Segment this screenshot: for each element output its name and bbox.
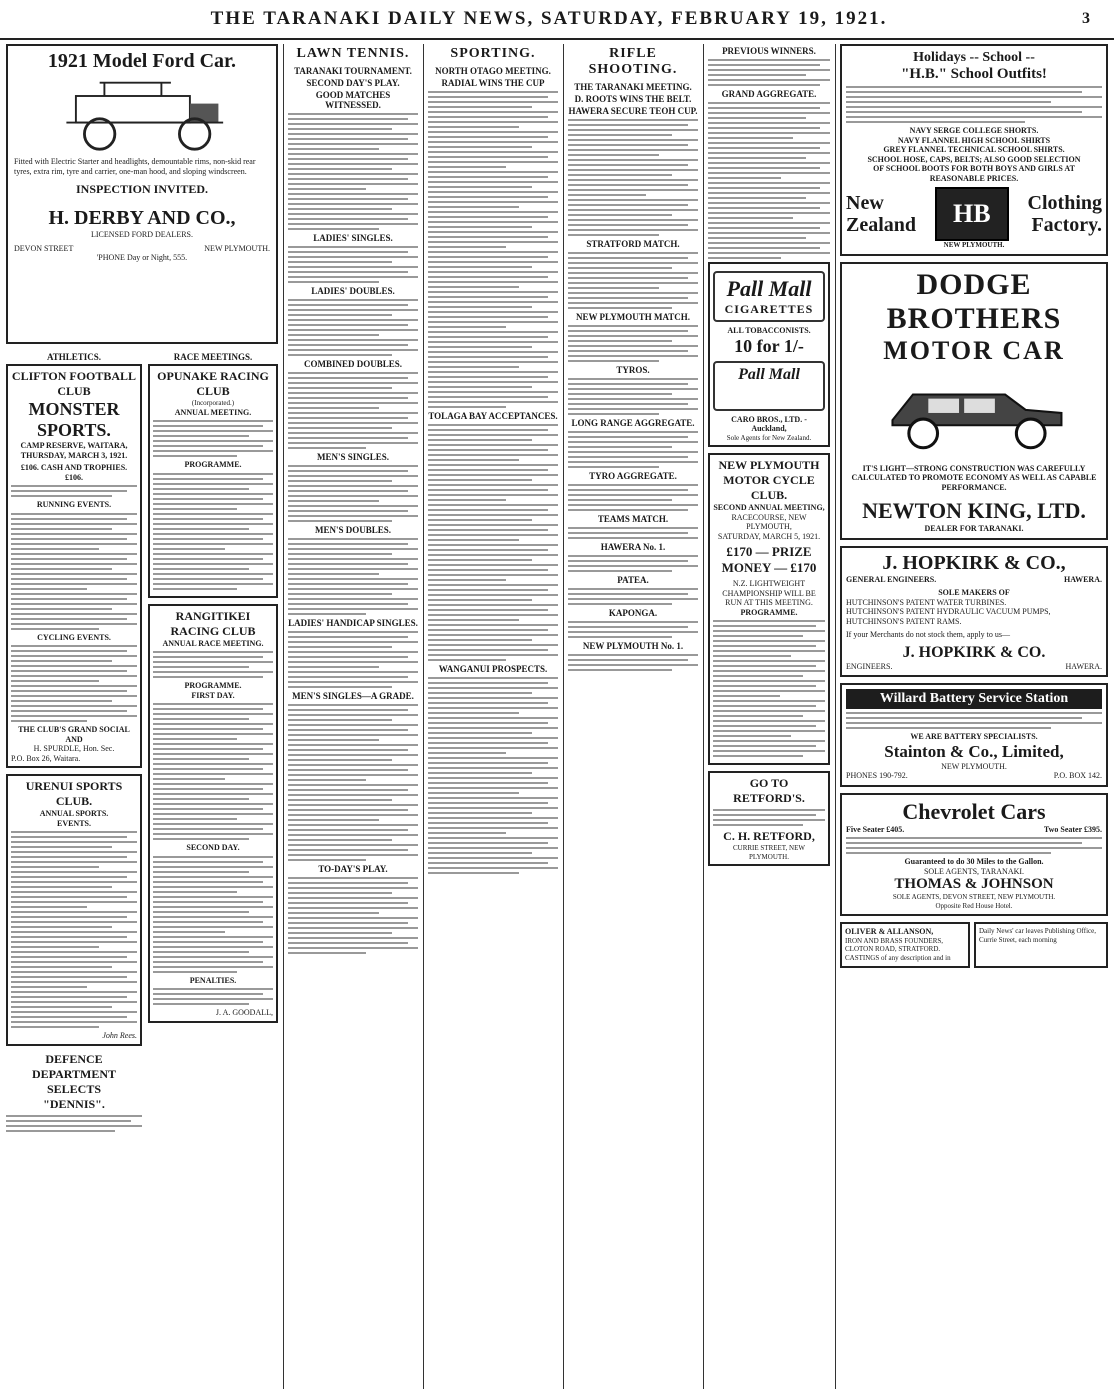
previous-winners: PREVIOUS WINNERS.	[722, 46, 816, 56]
hb-navy: NAVY SERGE COLLEGE SHORTS.	[909, 126, 1039, 135]
masthead	[0, 0, 1114, 40]
daily-news-text: Daily News' car leaves Publishing Office, Currie Street, each morning	[979, 927, 1096, 944]
willard-specialists: WE ARE BATTERY SPECIALISTS.	[910, 732, 1038, 742]
tolaga-heading: TOLAGA BAY ACCEPTANCES.	[428, 411, 558, 421]
hopkirk-title: J. HOPKIRK & CO.,	[882, 551, 1066, 574]
rangitikei-sub: ANNUAL RACE MEETING.	[162, 638, 264, 648]
column-rule	[835, 44, 836, 1389]
race-meetings-section: RACE MEETINGS.	[173, 352, 253, 362]
wanganui-heading: WANGANUI PROSPECTS.	[438, 664, 548, 674]
lawn-tennis-column	[288, 44, 418, 1389]
hopkirk-item1: HUTCHINSON'S PATENT WATER TURBINES.	[846, 597, 1007, 607]
urenui-signoff: John Rees.	[102, 1031, 137, 1040]
hopkirk-item3: HUTCHINSON'S PATENT RAMS.	[846, 616, 962, 626]
radial-heading: RADIAL WINS THE CUP	[441, 78, 545, 88]
north-otago-heading: NORTH OTAGO MEETING.	[435, 66, 551, 76]
opunake-sub: (Incorporated.)	[191, 399, 235, 407]
bottom-right-ads	[840, 922, 1108, 973]
rifle-continued-column	[708, 44, 830, 1389]
nmc-programme: PROGRAMME.	[740, 607, 798, 617]
column-rule	[563, 44, 564, 1389]
long-range: LONG RANGE AGGREGATE.	[571, 418, 695, 428]
column-left	[6, 44, 278, 1389]
urenui-title: URENUI SPORTS CLUB.	[25, 779, 123, 808]
hopkirk-sub-right: HAWERA.	[1063, 574, 1102, 584]
ladies-doubles-heading: LADIES' DOUBLES.	[311, 286, 395, 296]
ford-ad-inspection: INSPECTION INVITED.	[75, 182, 209, 196]
ford-street: DEVON STREET	[14, 243, 74, 253]
retford-street: CURRIE STREET, NEW PLYMOUTH.	[732, 844, 805, 861]
opunake-ad	[148, 364, 278, 598]
dodge-motor: MOTOR CAR	[883, 335, 1065, 365]
chevrolet-guarantee: Guaranteed to do 30 Miles to the Gallon.	[904, 857, 1044, 867]
oliver-ad	[840, 922, 970, 967]
daily-news-ad	[974, 922, 1108, 967]
grand-agg: GRAND AGGREGATE.	[721, 89, 817, 99]
athletics-po-box: P.O. Box 26, Waitara.	[11, 753, 81, 763]
column-rule	[283, 44, 284, 1389]
opunake-title: OPUNAKE RACING CLUB	[157, 369, 269, 398]
tyro-agg: TYRO AGGREGATE.	[589, 471, 677, 481]
mens-handicap-heading: MEN'S SINGLES—A GRADE.	[292, 691, 414, 701]
willard-town: NEW PLYMOUTH.	[941, 761, 1007, 771]
hopkirk-item2: HUTCHINSON'S PATENT HYDRAULIC VACUUM PUMPS,	[846, 607, 1051, 617]
willard-ad	[840, 683, 1108, 787]
ford-phone: 'PHONE Day or Night, 555.	[96, 253, 188, 262]
race-meetings-column	[148, 350, 278, 1135]
chevrolet-ad	[840, 793, 1108, 917]
chevrolet-two: Two Seater £395.	[1043, 824, 1102, 834]
hb-nz-right: Clothing	[1027, 192, 1102, 214]
pall-mall-ad	[708, 262, 830, 447]
opunake-annual: ANNUAL MEETING.	[174, 407, 252, 417]
willard-phones: PHONES 190-792.	[846, 771, 908, 781]
urenui-sports-ad	[6, 774, 142, 1046]
nmc-date: SATURDAY, MARCH 5, 1921.	[717, 531, 821, 541]
hb-nz-left2: Zealand	[846, 214, 917, 236]
dodge-brand: DODGE BROTHERS	[886, 267, 1062, 335]
ford-ad-title: 1921 Model Ford Car.	[47, 50, 237, 72]
page-number: 3	[1082, 10, 1090, 27]
sporting-title: SPORTING.	[450, 46, 536, 61]
lawn-tennis-sub: TARANAKI TOURNAMENT.	[294, 66, 412, 76]
pall-mall-price: 10 for 1/-	[734, 335, 804, 356]
tyros: TYROS.	[616, 365, 650, 375]
chevrolet-five: Five Seater £405.	[846, 824, 905, 834]
oliver-castings: CASTINGS of any description and in	[845, 953, 951, 962]
oliver-sub: IRON AND BRASS FOUNDERS,	[845, 936, 944, 945]
rifle-sub: THE TARANAKI MEETING.	[574, 82, 692, 92]
mens-doubles-heading: MEN'S DOUBLES.	[314, 525, 392, 535]
patea: PATEA.	[617, 575, 649, 585]
pall-mall-packet-icon	[713, 361, 825, 411]
nmc-venue: RACECOURSE, NEW PLYMOUTH,	[731, 512, 807, 532]
cycling-events: CYCLING EVENTS.	[37, 632, 111, 642]
opunake-programme: PROGRAMME.	[184, 460, 242, 470]
clifton-sports-ad	[6, 364, 142, 768]
ford-ad	[6, 44, 278, 344]
rifle-column	[568, 44, 698, 1389]
athletics-column	[6, 350, 142, 1135]
dodge-dealer: NEWTON KING, LTD.	[862, 498, 1086, 524]
dodge-blurb: IT'S LIGHT—STRONG CONSTRUCTION WAS CAREFULLY CALCULATED TO PROMOTE ECONOMY AS WELL AS CAPABLE PERFORMANCE.	[851, 463, 1097, 492]
hb-title: Holidays -- School --	[913, 50, 1035, 65]
hb-logo-icon: HB	[935, 187, 1009, 241]
chevrolet-street: SOLE AGENTS, DEVON STREET, NEW PLYMOUTH.	[892, 893, 1056, 902]
hopkirk-agents: SOLE MAKERS OF	[938, 588, 1010, 598]
np-no1: NEW PLYMOUTH No. 1.	[582, 641, 684, 651]
rangitikei-first-day: FIRST DAY.	[191, 690, 235, 700]
teams-match: TEAMS MATCH.	[597, 514, 669, 524]
dodge-car-illustration	[872, 370, 1077, 460]
running-events: RUNNING EVENTS.	[36, 500, 112, 509]
pall-mall-agents-sub: Sole Agents for New Zealand.	[726, 433, 812, 442]
clifton-club: CLIFTON FOOTBALL CLUB	[11, 369, 137, 398]
pall-mall-agents: CARO BROS., LTD. - Auckland,	[731, 414, 807, 433]
hb-grey: GREY FLANNEL TECHNICAL SCHOOL SHIRTS.	[883, 145, 1065, 154]
lawn-tennis-title: LAWN TENNIS.	[296, 46, 410, 61]
ford-dealer: H. DERBY AND CO.,	[48, 207, 236, 229]
nmc-championship: N.Z. LIGHTWEIGHT CHAMPIONSHIP WILL BE RUN AT THIS MEETING.	[722, 579, 816, 608]
hawera-no1: HAWERA No. 1.	[600, 542, 666, 552]
hb-town: NEW PLYMOUTH.	[943, 241, 1005, 249]
monster-sports-title: MONSTER SPORTS.	[28, 399, 120, 440]
stratford-match: STRATFORD MATCH.	[586, 239, 680, 249]
chevrolet-firm: THOMAS & JOHNSON	[894, 876, 1054, 893]
defence-article	[6, 1052, 142, 1132]
pall-mall-cigarettes: CIGARETTES	[724, 302, 814, 316]
hopkirk-sign: J. HOPKIRK & CO.	[902, 643, 1046, 661]
pall-mall-tagline: ALL TOBACCONISTS.	[727, 326, 811, 335]
chevrolet-title: Chevrolet Cars	[902, 798, 1046, 824]
oliver-sub2: CLOTON ROAD, STRATFORD.	[845, 945, 941, 954]
lawn-tennis-day: SECOND DAY'S PLAY.	[306, 78, 400, 88]
hb-nz-left: New	[846, 192, 884, 214]
retford-name: C. H. RETFORD,	[723, 829, 815, 844]
hopkirk-sub-left: GENERAL ENGINEERS.	[846, 574, 937, 584]
rangitikei-second-day: SECOND DAY.	[186, 843, 240, 853]
hopkirk-sign-right: HAWERA.	[1065, 661, 1102, 671]
defence-sub: "DENNIS".	[43, 1096, 105, 1111]
column-rule	[423, 44, 424, 1389]
athletics-venue: CAMP RESERVE, WAITARA,	[20, 441, 128, 450]
rangitikei-title: RANGITIKEI RACING CLUB	[170, 608, 256, 638]
urenui-sub: ANNUAL SPORTS.	[39, 809, 109, 818]
athletics-date: THURSDAY, MARCH 3, 1921.	[20, 450, 128, 460]
hb-boots: OF SCHOOL BOOTS FOR BOTH BOYS AND GIRLS AT	[873, 164, 1075, 173]
chevrolet-opposite: Opposite Red House Hotel.	[935, 901, 1013, 910]
combined-doubles-heading: COMBINED DOUBLES.	[303, 359, 402, 369]
athletics-secretary: H. SPURDLE, Hon. Sec.	[33, 744, 115, 753]
rifle-winner: D. ROOTS WINS THE BELT.	[574, 94, 692, 104]
retford-heading: GO TO RETFORD'S.	[733, 776, 805, 806]
kaponga: KAPONGA.	[608, 608, 658, 618]
rangitikei-secretary: J. A. GOODALL,	[215, 1008, 273, 1018]
willard-firm: Stainton & Co., Limited,	[884, 741, 1064, 761]
motor-cycle-club-ad	[708, 453, 830, 765]
hopkirk-sign-left: ENGINEERS.	[846, 661, 893, 671]
willard-title: Willard Battery Service Station	[846, 689, 1102, 709]
lawn-tennis-sub2: GOOD MATCHES WITNESSED.	[315, 90, 391, 110]
retford-ad	[708, 771, 830, 866]
rangitikei-penalties: PENALTIES.	[189, 975, 237, 985]
ford-town: NEW PLYMOUTH.	[204, 243, 270, 253]
athletics-section: ATHLETICS.	[46, 352, 102, 362]
urenui-events: EVENTS.	[56, 818, 91, 828]
newspaper-title: THE TARANAKI DAILY NEWS, SATURDAY, FEBRUARY 19, 1921.	[210, 8, 888, 29]
column-rule	[703, 44, 704, 1389]
ladies-singles-heading: LADIES' SINGLES.	[313, 233, 393, 243]
todays-play-heading: TO-DAY'S PLAY.	[318, 864, 388, 874]
rangitikei-programme: PROGRAMME.	[184, 681, 242, 691]
np-match: NEW PLYMOUTH MATCH.	[575, 312, 691, 322]
pall-mall-packet-brand: Pall Mall	[738, 365, 800, 383]
nmc-title: NEW PLYMOUTH MOTOR CYCLE CLUB.	[718, 458, 820, 503]
rifle-title: RIFLE SHOOTING.	[588, 46, 678, 77]
hb-sub: "H.B." School Outfits!	[901, 66, 1047, 82]
pall-mall-logo	[713, 271, 825, 322]
hb-nz-right2: Factory.	[1031, 214, 1102, 236]
hb-outfits-ad	[840, 44, 1108, 256]
ford-dealer-sub: LICENSED FORD DEALERS.	[90, 230, 193, 239]
hb-flannel: NAVY FLANNEL HIGH SCHOOL SHIRTS	[897, 135, 1051, 145]
willard-box: P.O. BOX 142.	[1053, 771, 1102, 781]
pall-mall-brand: Pall Mall	[726, 276, 812, 301]
nmc-prize: £170 — PRIZE MONEY — £170	[721, 544, 817, 576]
oliver-title: OLIVER & ALLANSON,	[845, 927, 934, 937]
ford-ad-body: Fitted with Electric Starter and headlights, demountable rims, non-skid rear tyres, extra rim, tyre and carrier, one-man hood, and sloping windscreen.	[14, 157, 256, 176]
hb-hose: SCHOOL HOSE, CAPS, BELTS; ALSO GOOD SELECTION	[867, 154, 1081, 164]
defence-title: DEFENCE DEPARTMENT SELECTS	[31, 1051, 117, 1096]
rangitikei-ad	[148, 604, 278, 1023]
dodge-ad	[840, 262, 1108, 540]
hopkirk-send: If your Merchants do not stock them, apply to us—	[846, 630, 1010, 640]
rifle-hawera: HAWERA SECURE TEOH CUP.	[568, 106, 698, 116]
mens-singles-heading: MEN'S SINGLES.	[316, 452, 390, 462]
dodge-dealer-sub: DEALER FOR TARANAKI.	[924, 524, 1024, 534]
chevrolet-agents: SOLE AGENTS, TARANAKI.	[923, 866, 1025, 876]
club-social: THE CLUB'S GRAND SOCIAL AND	[18, 725, 130, 744]
column-right	[840, 44, 1108, 1389]
athletics-prizes: £106. CASH AND TROPHIES. £106.	[20, 463, 128, 482]
ladies-handicap-heading: LADIES' HANDICAP SINGLES.	[288, 618, 418, 628]
sporting-column	[428, 44, 558, 1389]
ford-car-illustration	[40, 77, 245, 153]
nmc-meeting: SECOND ANNUAL MEETING,	[713, 503, 825, 513]
hb-prices: REASONABLE PRICES.	[929, 173, 1019, 183]
hopkirk-ad	[840, 546, 1108, 678]
